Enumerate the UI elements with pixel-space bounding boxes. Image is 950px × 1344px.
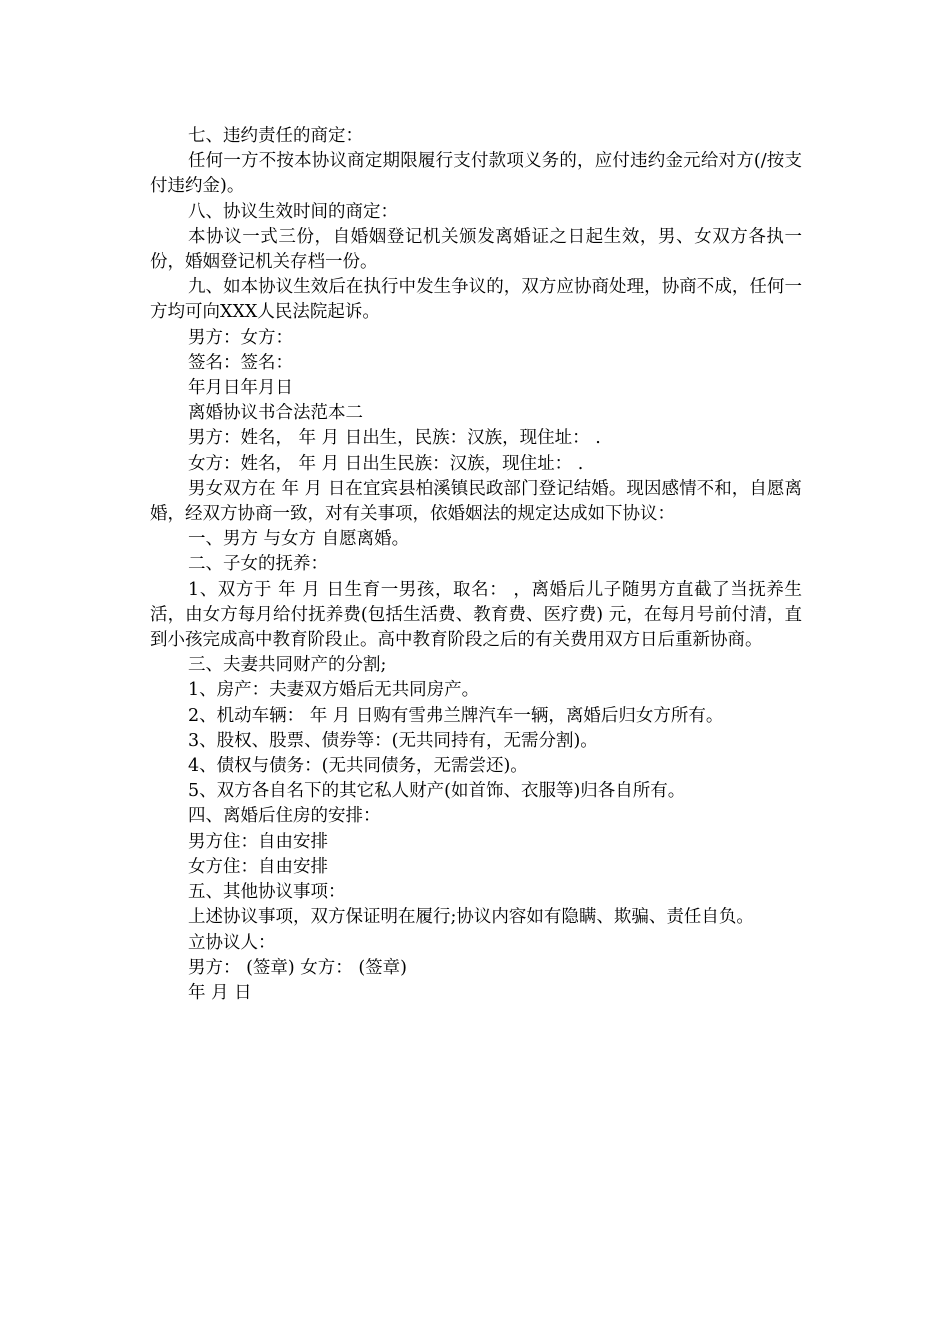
clause-text-effective-time: 本协议一式三份，自婚姻登记机关颁发离婚证之日起生效，男、女双方各执一份，婚姻登记机关存档一份。	[150, 226, 802, 273]
section-title-template-two: 离婚协议书合法范本二	[188, 403, 363, 424]
signature-labels: 签名：签名：	[188, 352, 293, 373]
property-item-vehicle: 2、机动车辆： 年 月 日购有雪弗兰牌汽车一辆，离婚后归女方所有。	[188, 705, 724, 726]
housing-female: 女方住：自由安排	[188, 856, 328, 877]
property-item-securities: 3、股权、股票、债券等：(无共同持有，无需分割)。	[188, 730, 598, 751]
party-labels: 男方：女方：	[188, 327, 293, 348]
preamble: 男女双方在 年 月 日在宜宾县柏溪镇民政部门登记结婚。现因感情不和，自愿离婚，经双方协商一致，对有关事项，依婚姻法的规定达成如下协议：	[150, 478, 802, 525]
clause-heading-property: 三、夫妻共同财产的分割;	[188, 655, 387, 676]
clause-divorce-consent: 一、男方 与女方 自愿离婚。	[188, 529, 410, 550]
clause-heading-other: 五、其他协议事项：	[188, 882, 346, 903]
signature-line: 男方： (签章) 女方： (签章)	[188, 957, 407, 978]
clause-text-other: 上述协议事项，双方保证明在履行;协议内容如有隐瞒、欺骗、责任自负。	[188, 907, 754, 928]
male-party-info: 男方：姓名， 年 月 日出生，民族：汉族，现住址： .	[188, 428, 601, 449]
property-item-real-estate: 1、房产：夫妻双方婚后无共同房产。	[188, 680, 480, 701]
document-page	[150, 124, 802, 1006]
property-item-debts: 4、债权与债务：(无共同债务，无需尝还)。	[188, 756, 528, 777]
clause-text-child-custody: 1、双方于 年 月 日生育一男孩，取名： ，离婚后儿子随男方直截了当抚养生活，由女方每月给付抚养费(包括生活费、教育费、医疗费) 元，在每月号前付清，直到小孩完成高中教育阶段止。高中教育阶段之后的有关费用双方日后重新协商。	[150, 579, 802, 651]
date-line: 年 月 日	[188, 982, 252, 1003]
clause-text-breach: 任何一方不按本协议商定期限履行支付款项义务的，应付违约金元给对方(/按支付违约金)。	[150, 151, 802, 197]
clause-heading-housing: 四、离婚后住房的安排：	[188, 806, 381, 827]
signatories-label: 立协议人：	[188, 932, 276, 953]
female-party-info: 女方：姓名， 年 月 日出生民族：汉族，现住址： .	[188, 453, 584, 474]
date-labels: 年月日年月日	[188, 378, 293, 399]
clause-heading-effective-time: 八、协议生效时间的商定：	[188, 201, 398, 222]
clause-heading-child-custody: 二、子女的抚养：	[188, 554, 328, 575]
property-item-personal: 5、双方各自名下的其它私人财产(如首饰、衣服等)归各自所有。	[188, 781, 686, 802]
clause-dispute: 九、如本协议生效后在执行中发生争议的，双方应协商处理，协商不成，任何一方均可向XXX人民法院起诉。	[150, 277, 802, 323]
housing-male: 男方住：自由安排	[188, 831, 328, 852]
clause-heading-breach: 七、违约责任的商定：	[188, 126, 363, 146]
